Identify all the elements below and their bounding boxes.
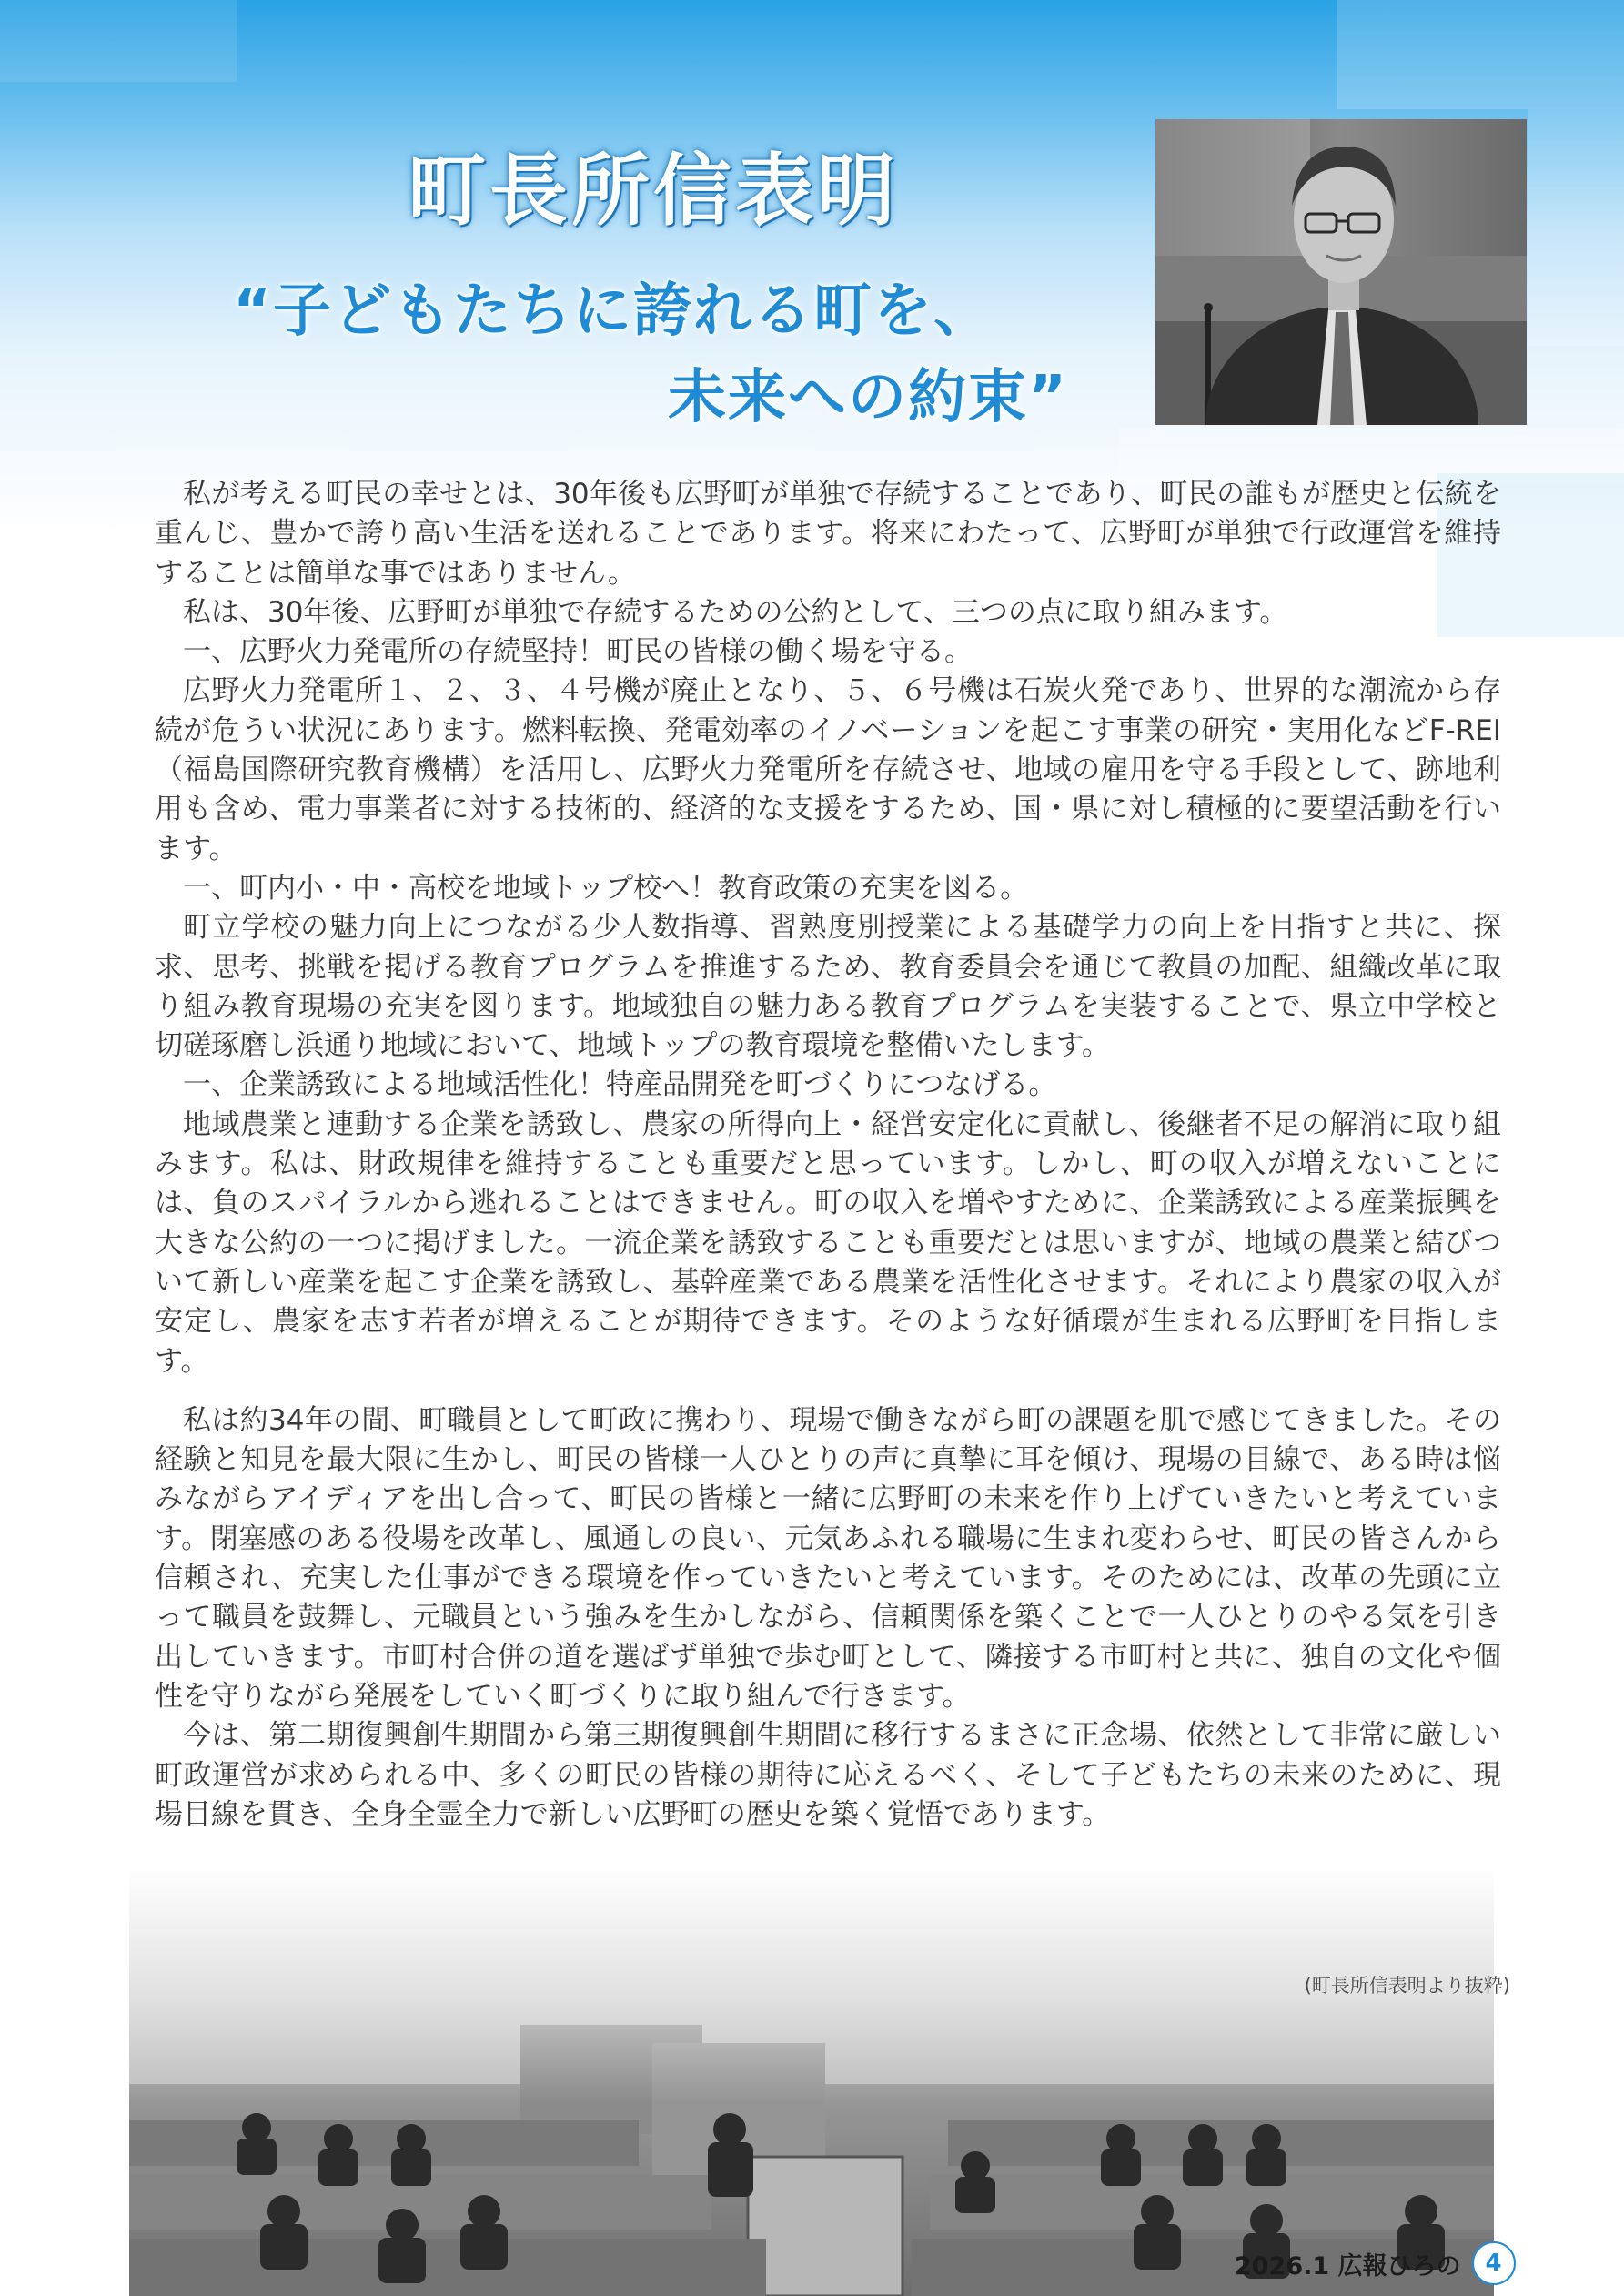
assembly-hall-photo xyxy=(129,1866,1494,2296)
paragraph: 広野火力発電所１、２、３、４号機が廃止となり、５、６号機は石炭火発であり、世界的な潮流から存続が危うい状況にあります。燃料転換、発電効率のイノベーションを起こす事業の研究・実用化などF-REI（福島国際研究教育機構）を活用し、広野火力発電所を存続させ、地域の雇用を守る手段として、跡地利用も含め、電力事業者に対する技術的、経済的な支援をするため、国・県に対し積極的に要望活動を行います。 xyxy=(155,674,1501,865)
paragraph: 私は約34年の間、町職員として町政に携わり、現場で働きながら町の課題を肌で感じてきました。その経験と知見を最大限に生かし、町民の皆様一人ひとりの声に真摯に耳を傾け、現場の目線で、ある時は悩みながらアイディアを出し合って、町民の皆様と一緒に広野町の未来を作り上げていきたいと考えています。閉塞感のある役場を改革し、風通しの良い、元気あふれる職場に生まれ変わらせ、町民の皆さんから信頼され、充実した仕事ができる環境を作っていきたいと考えています。そのためには、改革の先頭に立って職員を鼓舞し、元職員という強みを生かしながら、信頼関係を築くことで一人ひとりのやる気を引き出していきます。市町村合併の道を選ばず単独で歩む町として、隣接する市町村と共に、独自の文化や個性を守りながら発展をしていく町づくりに取り組んで行きます。 xyxy=(155,1403,1501,1713)
paragraph: 町立学校の魅力向上につながる少人数指導、習熟度別授業による基礎学力の向上を目指すと共に、探求、思考、挑戦を掲げる教育プログラムを推進するため、教育委員会を通じて教員の加配、組織改革に取り組み教育現場の充実を図ります。地域独自の魅力ある教育プログラムを実装することで、県立中学校と切磋琢磨し浜通り地域において、地域トップの教育環境を整備いたします。 xyxy=(155,911,1502,1063)
paragraph: 地域農業と連動する企業を誘致し、農家の所得向上・経営安定化に貢献し、後継者不足の解消に取り組みます。私は、財政規律を維持することも重要だと思っています。しかし、町の収入が増えないことには、負のスパイラルから逃れることはできません。町の収入を増やすために、企業誘致による産業振興を大きな公約の一つに掲げました。一流企業を誘致することも重要だとは思いますが、地域の農業と結びついて新しい産業を起こす企業を誘致し、基幹産業である農業を活性化させます。それにより農家の収入が安定し、農家を志す若者が増えることが期待できます。そのような好循環が生まれる広野町を目指します。 xyxy=(155,1108,1501,1378)
paragraph: 私は、30年後、広野町が単独で存続するための公約として、三つの点に取り組みます。 xyxy=(183,595,1288,629)
pledge-heading: 一、町内小・中・高校を地域トップ校へ！教育政策の充実を図る。 xyxy=(183,871,1029,905)
pledge-heading: 一、広野火力発電所の存続堅持！町民の皆様の働く場を守る。 xyxy=(183,635,973,669)
paragraph: 今は、第二期復興創生期間から第三期復興創生期間に移行するまさに正念場、依然として非常に厳しい町政運営が求められる中、多くの町民の皆様の期待に応えるべく、そして子どもたちの未来のために、現場目線を貫き、全身全霊全力で新しい広野町の歴史を築く覚悟であります。 xyxy=(155,1719,1501,1831)
attribution-note: (町長所信表明より抜粋) xyxy=(1304,1975,1510,1997)
page-footer xyxy=(1235,2242,1516,2284)
mayor-portrait-photo xyxy=(1155,119,1527,425)
pledge-heading: 一、企業誘致による地域活性化！特産品開発を町づくりにつなげる。 xyxy=(183,1068,1057,1102)
subtitle-line-2: 未来への約束” xyxy=(668,364,1069,431)
subtitle-line-1: “子どもたちに誇れる町を、 xyxy=(233,278,994,345)
speech-body xyxy=(155,475,1501,1835)
paragraph: 私が考える町民の幸せとは、30年後も広野町が単独で存続することであり、町民の誰もが歴史と伝統を重んじ、豊かで誇り高い生活を送れることであります。将来にわたって、広野町が単独で行政運営を維持することは簡単な事ではありません。 xyxy=(155,478,1501,590)
page-title: 町長所信表明 xyxy=(408,146,899,237)
issue-label: 2026.1 広報ひろの xyxy=(1235,2251,1461,2281)
page-number: 4 xyxy=(1472,2241,1516,2285)
